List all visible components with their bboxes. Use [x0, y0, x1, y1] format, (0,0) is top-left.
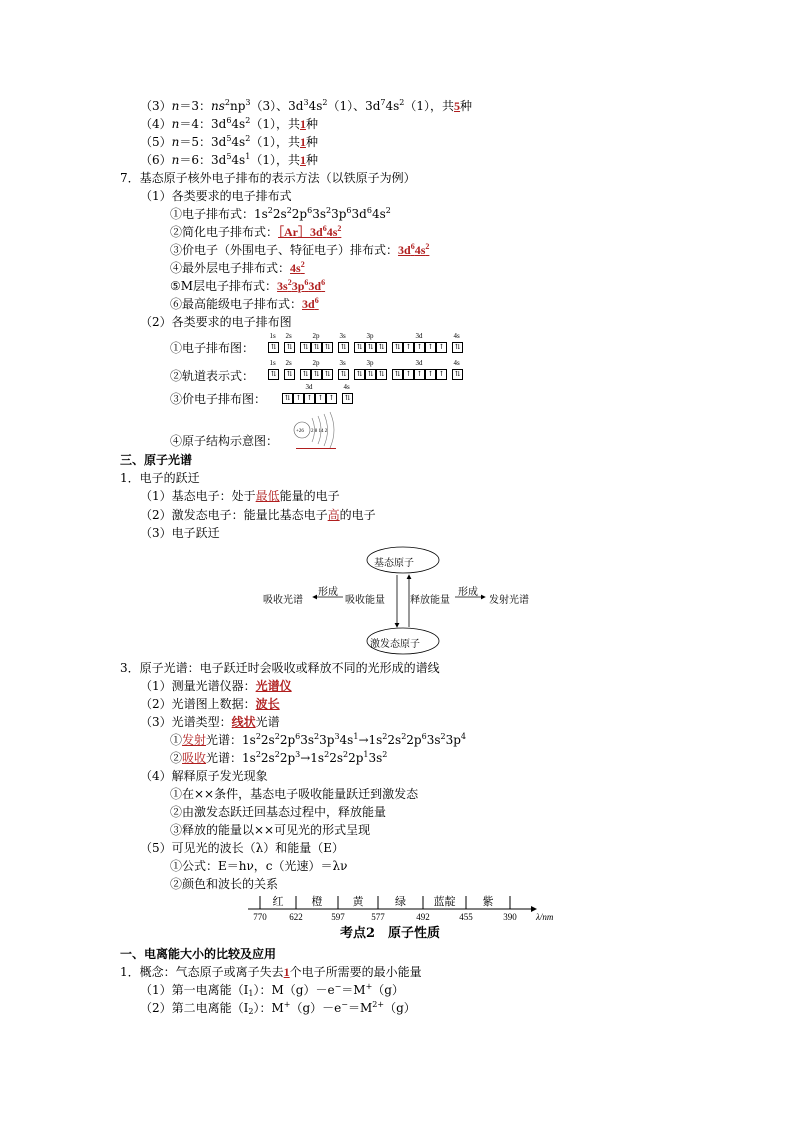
diagram1-label: ①电子排布图：: [170, 341, 255, 355]
orbital-group-4s: [342, 383, 353, 404]
orbital-label: 3s: [339, 332, 346, 340]
orbital-group-2p: [300, 332, 333, 353]
formula-line: ①公式：E＝hν，c（光速）＝λν: [170, 859, 348, 873]
orbital-box: ↑: [425, 369, 436, 380]
orbital-box: ⇅: [268, 369, 279, 380]
orbital-box: ⇅: [376, 342, 387, 353]
second-ionization: （2）第二电离能$(I_2)$：$M^+(g)-e^-=M^{2+}(g)$: [140, 1000, 416, 1016]
sec7-title: 7．基态原子核外电子排布的表示方法（以铁原子为例）: [120, 171, 416, 185]
orbital-group-2s: [284, 332, 295, 353]
line-n6: （6）n＝6：$3d^54s^1(1)$，共1种: [140, 152, 318, 167]
absorption-line: ②吸收光谱：$1s^22s^22p^3\to 1s^22s^22p^13s^2$: [170, 750, 388, 765]
spectrum-tick-label: 577: [371, 912, 385, 922]
emission-line: ①发射光谱：$1s^22s^22p^63s^23p^34s^1\to 1s^22s^22p^63s^23p^4$: [170, 732, 467, 747]
orbital-box: ↑: [403, 342, 414, 353]
spectrum-color-label: 红: [272, 895, 284, 908]
orbital-group-3s: [338, 332, 349, 353]
kd2-title: 考点2 原子性质: [340, 926, 441, 941]
svg-text:2 8 14 2: 2 8 14 2: [311, 429, 328, 434]
ionization-concept: 1．概念：气态原子或离子失去1个电子所需要的最小能量: [120, 965, 422, 979]
orbital-label: 2p: [312, 332, 320, 340]
orbital-box: ⇅: [268, 342, 279, 353]
sec7-sub1: （1）各类要求的电子排布式: [140, 189, 292, 203]
orbital-box: ↑: [436, 342, 447, 353]
svg-text:+26: +26: [296, 429, 304, 434]
orbital-box: ⇅: [338, 369, 349, 380]
orbital-group-3d: [392, 332, 447, 353]
excited-state-node: 激发态原子: [370, 639, 420, 650]
spectrum-unit: λ/nm: [536, 912, 554, 922]
line-n3: （3）n＝3：$ns^2np^3(3)$、$3d^34s^2(1)$、$3d^74s^2(1)$，共5种: [140, 98, 473, 113]
orbital-label: 1s: [269, 332, 276, 340]
orbital-group-3p: [354, 332, 387, 353]
orbital-box: ↑: [436, 369, 447, 380]
spectrum-color-label: 橙: [311, 895, 323, 908]
spectrum-tick-label: 492: [416, 912, 430, 922]
ionization-heading: 一、电离能大小的比较及应用: [120, 947, 277, 961]
orbital-box: ⇅: [376, 369, 387, 380]
spectrum-tick-label: 597: [331, 912, 345, 922]
orbital-label: 2p: [312, 359, 320, 367]
orbital-group-3d: [392, 359, 447, 380]
config-highest: ⑥最高能级电子排布式：$3d^6$: [170, 296, 319, 311]
explain-1: ①在××条件，基态电子吸收能量跃迁到激发态: [170, 787, 419, 801]
orbital-box: ⇅: [392, 342, 403, 353]
orbital-label: 3p: [366, 359, 374, 367]
orbital-box: ⇅: [354, 369, 365, 380]
color-relation-line: ②颜色和波长的关系: [170, 877, 279, 891]
orbital-box: ⇅: [300, 369, 311, 380]
orbital-label: 4s: [453, 332, 460, 340]
orbital-label: 3d: [415, 359, 423, 367]
line-n5: （5）n＝5：$3d^54s^2(1)$，共1种: [140, 134, 318, 149]
emission-spectrum-node: 发射光谱: [489, 595, 529, 606]
orbital-label: 3d: [415, 332, 423, 340]
orbital-label: 2s: [285, 332, 292, 340]
form-right-label: 形成: [458, 587, 478, 598]
orbital-group-2p: [300, 359, 333, 380]
spectrum-svg: [248, 892, 560, 922]
wavelength-heading: （5）可见光的波长（λ）和能量（E）: [140, 841, 345, 855]
orbital-box: ⇅: [284, 369, 295, 380]
diagram2-label: ②轨道表示式：: [170, 369, 255, 383]
config-full: ①电子排布式：$1s^22s^22p^63s^23p^63d^64s^2$: [170, 206, 391, 221]
orbital-label: 2s: [285, 359, 292, 367]
orbital-box: ↑: [315, 393, 326, 404]
line-n4: （4）n＝4：$3d^64s^2(1)$，共1种: [140, 116, 318, 131]
orbital-box: ⇅: [311, 369, 322, 380]
config-valence: ③价电子（外围电子、特征电子）排布式：$3d^64s^2$: [170, 242, 430, 257]
orbital-box: ⇅: [322, 369, 333, 380]
orbital-group-1s: [268, 332, 279, 353]
ground-state-node: 基态原子: [374, 558, 414, 569]
orbital-group-3d: [282, 383, 337, 404]
orbital-group-2s: [284, 359, 295, 380]
orbital-box: ⇅: [365, 342, 376, 353]
ground-state-line: （1）基态电子：处于最低能量的电子: [140, 489, 340, 503]
orbital-box: ↑: [414, 342, 425, 353]
spectrum-color-label: 黄: [352, 895, 364, 908]
first-ionization: （1）第一电离能$(I_1)$：M（g）－e−＝M+（g）: [140, 982, 404, 998]
instrument-line: （1）测量光谱仪器：光谱仪: [140, 679, 292, 693]
orbital-label: 4s: [453, 359, 460, 367]
orbital-box: ↑: [304, 393, 315, 404]
orbital-box: ↑: [326, 393, 337, 404]
orbital-group-4s: [452, 332, 463, 353]
orbital-label: 3d: [305, 383, 313, 391]
atom-answer-underline: [296, 448, 336, 449]
orbital-box: ⇅: [354, 342, 365, 353]
atom-structure-diagram: [292, 410, 342, 452]
explain-3: ③释放的能量以××可见光的形式呈现: [170, 823, 371, 837]
orbital-group-1s: [268, 359, 279, 380]
config-m-shell: ⑤M层电子排布式：$3s^23p^63d^6$: [170, 278, 326, 293]
orbital-box: ⇅: [311, 342, 322, 353]
orbital-box: ⇅: [342, 393, 353, 404]
orbital-group-4s: [452, 359, 463, 380]
diagram3-label: ③价电子排布图：: [170, 392, 267, 406]
config-short: ②简化电子排布式：$[Ar]3d^64s^2$: [170, 224, 342, 239]
orbital-label: 1s: [269, 359, 276, 367]
spectrum-tick-label: 390: [503, 912, 517, 922]
spectrum-color-label: 紫: [482, 895, 494, 908]
explain-2: ②由激发态跃迁回基态过程中，释放能量: [170, 805, 387, 819]
spectrum-color-label: 绿: [395, 895, 406, 908]
spectrum-tick-label: 455: [459, 912, 473, 922]
orbital-box: ⇅: [452, 342, 463, 353]
atomic-spectrum-def: 3．原子光谱：电子跃迁时会吸收或释放不同的光形成的谱线: [120, 661, 440, 675]
transition-line: （3）电子跃迁: [140, 526, 220, 540]
absorption-spectrum-node: 吸收光谱: [263, 595, 303, 606]
orbital-box: ↑: [425, 342, 436, 353]
orbital-box: ↑: [403, 369, 414, 380]
orbital-box: ⇅: [322, 342, 333, 353]
orbital-box: ⇅: [452, 369, 463, 380]
orbital-group-3p: [354, 359, 387, 380]
orbital-box: ↑: [414, 369, 425, 380]
explain-heading: （4）解释原子发光现象: [140, 769, 268, 783]
section-atomic-spectrum: 三、原子光谱: [120, 453, 193, 467]
sec7-sub2: （2）各类要求的电子排布图: [140, 315, 292, 329]
excited-state-line: （2）激发态电子：能量比基态电子高的电子: [140, 508, 376, 522]
orbital-label: 4s: [343, 383, 350, 391]
orbital-box: ⇅: [365, 369, 376, 380]
absorb-energy-label: 吸收能量: [345, 595, 385, 606]
orbital-box: ⇅: [338, 342, 349, 353]
orbital-group-3s: [338, 359, 349, 380]
orbital-box: ↑: [293, 393, 304, 404]
orbital-box: ⇅: [392, 369, 403, 380]
diagram4-label: ④原子结构示意图：: [170, 434, 279, 448]
config-outer: ④最外层电子排布式：$4s^2$: [170, 260, 305, 275]
spectrum-tick-label: 770: [253, 912, 267, 922]
orbital-label: 3p: [366, 332, 374, 340]
spectrum-tick-label: 622: [289, 912, 303, 922]
orbital-label: 3s: [339, 359, 346, 367]
form-left-label: 形成: [318, 587, 338, 598]
orbital-box: ⇅: [300, 342, 311, 353]
orbital-box: ⇅: [284, 342, 295, 353]
release-energy-label: 释放能量: [410, 595, 450, 606]
spectrum-scale: [248, 892, 560, 922]
data-line: （2）光谱图上数据：波长: [140, 697, 280, 711]
electron-transition-heading: 1．电子的跃迁: [120, 471, 200, 485]
spectrum-color-label: 蓝靛: [433, 895, 456, 908]
spectrum-type-line: （3）光谱类型：线状光谱: [140, 715, 280, 729]
orbital-box: ⇅: [282, 393, 293, 404]
